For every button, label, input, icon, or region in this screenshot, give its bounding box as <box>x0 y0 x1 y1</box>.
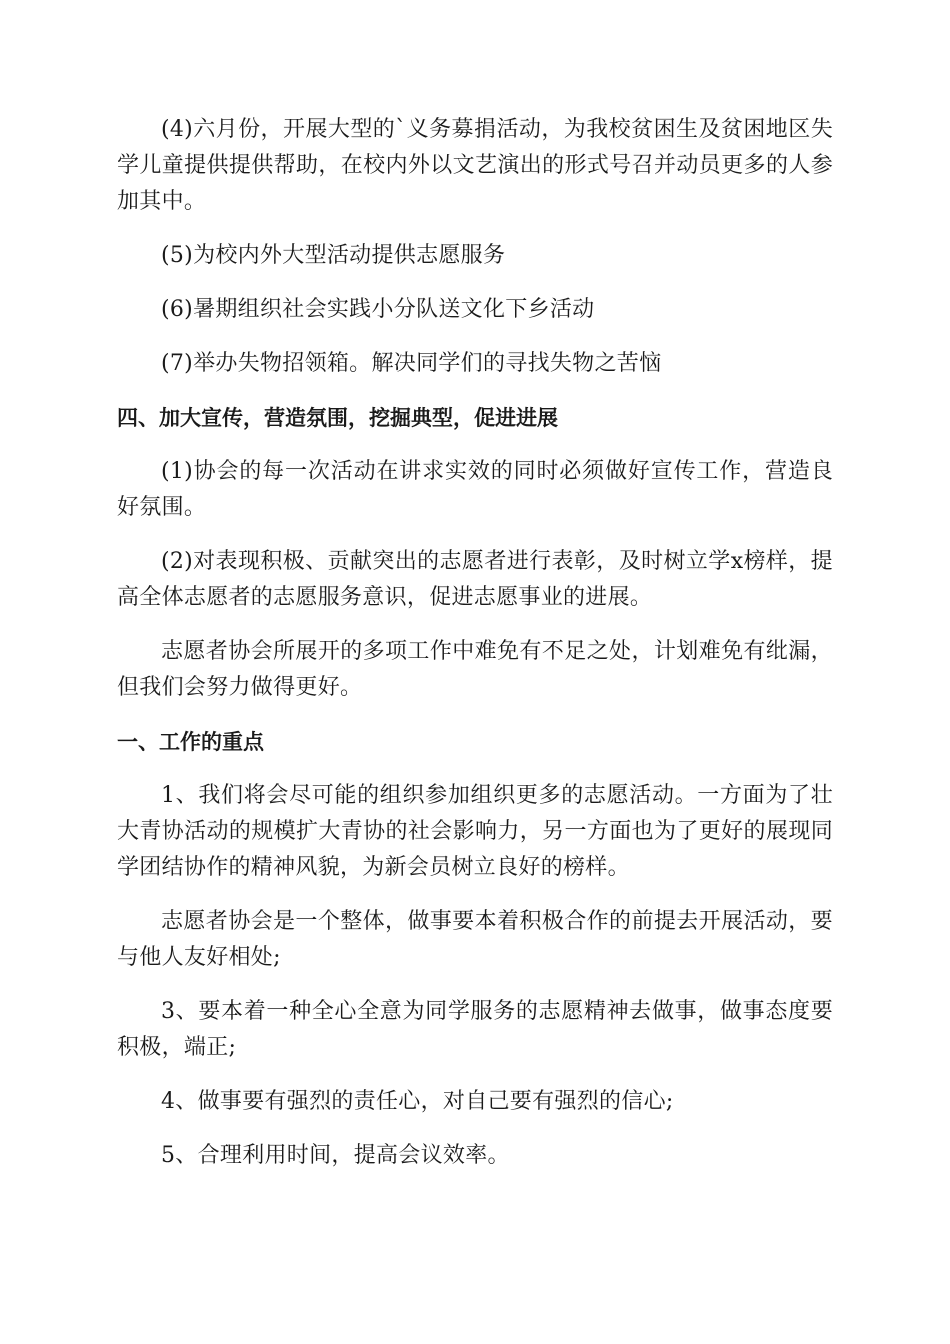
document-page <box>117 112 833 1192</box>
section-heading-4: 四、加大宣传，营造氛围，挖掘典型，促进进展 <box>117 406 558 430</box>
section-heading-1: 一、工作的重点 <box>117 730 264 754</box>
paragraph-point-4: 4、做事要有强烈的责任心，对自己要有强烈的信心; <box>161 1089 674 1114</box>
paragraph-point-1: 1、我们将会尽可能的组织参加组织更多的志愿活动。一方面为了壮大青协活动的规模扩大青协的社会影响力，另一方面也为了更好的展现同学团结协作的精神风貌，为新会员树立良好的榜样。 <box>117 783 833 880</box>
paragraph-point-5: 5、合理利用时间，提高会议效率。 <box>161 1143 510 1168</box>
paragraph-point-3: 3、要本着一种全心全意为同学服务的志愿精神去做事，做事态度要积极，端正; <box>117 999 833 1060</box>
paragraph-item-1-publicity: (1)协会的每一次活动在讲求实效的同时必须做好宣传工作，营造良好氛围。 <box>117 459 833 520</box>
paragraph-item-2-commendation: (2)对表现积极、贡献突出的志愿者进行表彰，及时树立学x榜样，提高全体志愿者的志愿服务意识，促进志愿事业的进展。 <box>117 549 833 610</box>
paragraph-closing-note: 志愿者协会所展开的多项工作中难免有不足之处，计划难免有纰漏，但我们会努力做得更好。 <box>117 639 833 700</box>
paragraph-item-5-volunteer-service: (5)为校内外大型活动提供志愿服务 <box>161 243 506 268</box>
paragraph-item-7-lost-and-found: (7)举办失物招领箱。解决同学们的寻找失物之苦恼 <box>161 351 662 376</box>
paragraph-item-6-summer-practice: (6)暑期组织社会实践小分队送文化下乡活动 <box>161 297 595 322</box>
paragraph-item-4-fundraising: (4)六月份，开展大型的`义务募捐活动，为我校贫困生及贫困地区失学儿童提供提供帮助，在校内外以文艺演出的形式号召并动员更多的人参加其中。 <box>117 117 833 214</box>
paragraph-point-teamwork: 志愿者协会是一个整体，做事要本着积极合作的前提去开展活动，要与他人友好相处; <box>117 909 833 970</box>
